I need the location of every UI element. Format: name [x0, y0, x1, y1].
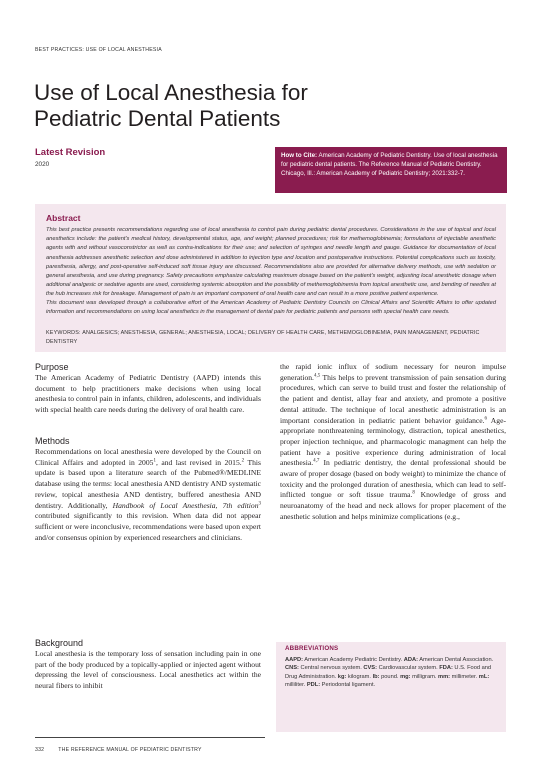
footer-divider [35, 737, 265, 738]
keywords-terms: ANALGESICS; ANESTHESIA, GENERAL; ANESTHESIA, LOCAL; DELIVERY OF HEALTH CARE, METHEMOGLOBINEMIA, PAIN MANAGEMENT, PEDIATRIC DENTISTRY [46, 330, 480, 345]
page-number: 332 [35, 747, 45, 753]
abstract-title: Abstract [46, 213, 81, 223]
background-text: Local anesthesia is the temporary loss of sensation including pain in one part of the body produced by a topically-applied or injected agent without depressing the level of consciousness. Local anesthetics act within the neural fibers to inhibit [35, 649, 261, 691]
revision-label: Latest Revision [35, 147, 106, 158]
revision-year: 2020 [35, 161, 50, 168]
keywords [46, 329, 496, 346]
page-title: Use of Local Anesthesia for Pediatric Dental Patients [34, 80, 308, 131]
background-continued-text: the rapid ionic influx of sodium necessary for neuron impulse generation.$^{4,5}$ This helps to prevent transmission of pain sensation during procedures, which can serve to build trust and foster the relationship of the patient and dentist, allay fear and anxiety, and promote a positive dental attitude. The technique of local anesthetic administration is an important consideration in pediatric patient behavior guidance.$^6$ Age-appropriate nonthreatening terminology, distraction, topical anesthetics, proper injection technique, and pharmacologic managment can help the patient have a positive experience during administration of local anesthesia.$^{4,7}$ In pediatric dentistry, the dental professional should be aware of proper dosage (based on body weight) to minimize the chance of toxicity and the prolonged duration of anesthesia, which can lead to self-inflicted tongue or soft tissue trauma.$^8$ Knowledge of gross and neuroanatomy of the head and neck allows for proper placement of the anesthetic solution and helps minimize complications (e.g., [280, 362, 506, 521]
citation-label: How to Cite: [281, 152, 318, 159]
methods-text: Recommendations on local anesthesia were developed by the Council on Clinical Affairs and adopted in 2005$^1$, and last revised in 2015.$^2$ This update is based upon a literature search of the Pubmed®/MEDLINE database using the terms: local anesthesia AND dentistry AND systematic review, topical anesthesia AND dentistry, buffered anesthesia AND dentistry. Additionally, Handbook of Local Anesthesia, 7th edition$^3$ contributed significantly to this revision. When data did not appear sufficient or were inconclusive, recommendations were based upon expert and/or consensus opinion by experienced researchers and clinicians. [35, 447, 261, 542]
keywords-label: KEYWORDS: [46, 330, 81, 336]
abbreviations-title: ABBREVIATIONS [285, 645, 339, 652]
purpose-text: The American Academy of Pediatric Dentistry (AAPD) intends this document to help practitioners make decisions when using local anesthesia to control pain in infants, children, adolescents, and individuals with special health care needs during the delivery of oral health care. [35, 373, 261, 415]
section-heading-methods: Methods [35, 436, 70, 446]
footer [35, 747, 216, 753]
section-heading-background: Background [35, 638, 84, 648]
abbreviations-list: AAPD: American Academy Pediatric Dentistry. ADA: American Dental Association. CNS: Central nervous system. CVS: Cardiovascular system. FDA: U.S. Food and Drug Administration. kg: kilogram. lb: pound. mg: milligram. mm: millimeter. mL: milliliter. PDL: Periodontal ligament. [285, 657, 494, 688]
citation-box [275, 147, 507, 193]
citation-text: American Academy of Pediatric Dentistry. Use of local anesthesia for pediatric dental patients. The Reference Manual of Pediatric Dentistry. Chicago, Ill.: American Academy of Pediatric Dentistry; 2021:332-7. [281, 152, 498, 177]
running-head: BEST PRACTICES: USE OF LOCAL ANESTHESIA [35, 47, 162, 53]
publication-name: THE REFERENCE MANUAL OF PEDIATRIC DENTISTRY [58, 747, 202, 753]
abstract-paragraph-1: This best practice presents recommendations regarding use of local anesthesia to control pain during pediatric dental procedures. Considerations in the use of topical and local anesthetics include: the patient's medical history, developmental status, age, and weight; planned procedures; risk for methemoglobinemia; formulations of injectable anesthetic agents with and without vasoconstrictor as well as contra-indications for their use; and selection of syringes and needle length and gauge. Guidance for documentation of local anesthesia addresses anesthetic selection and dose administered in addition to injection type and location and postoperative instructions. Potential complications such as toxicity, paresthesia, allergy, and post-operative self-induced soft tissue injury are discussed. Recommendations also are provided for alternative delivery methods, use with sedation or general anesthesia, and use during pregnancy. Safety precautions emphasize calculating maximum dosage based on the patient's weight, adjusting local anesthetic dosage when additional analgesic or sedative agents are used, considering systemic absorption and the possibility of methemoglobinemia from topical anesthetic use, and bending of needles at the hub increases risk for breakage. Management of pain is an important component of oral health care and can result in a more positive patient experience. [46, 227, 496, 298]
section-heading-purpose: Purpose [35, 362, 69, 372]
abstract-paragraph-2: This document was developed through a collaborative effort of the American Academy of Pediatric Dentistry Councils on Clinical Affairs and Scientific Affairs to offer updated information and recommendations on using local anesthetics in the management of dental pain for pediatric patients and persons with special health care needs. [46, 300, 496, 316]
